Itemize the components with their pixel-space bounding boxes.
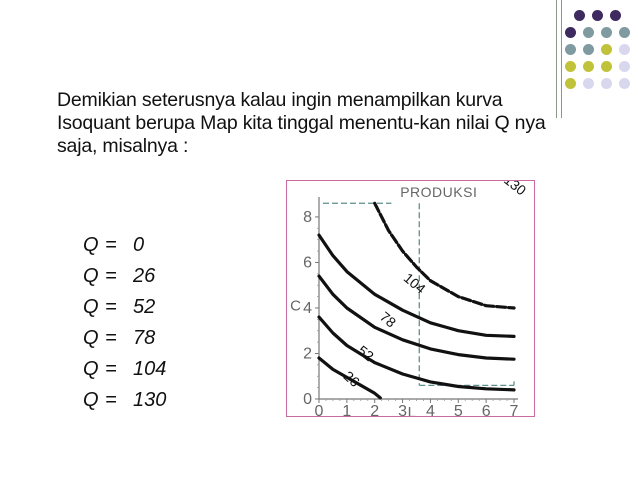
q-var: Q [83, 296, 99, 318]
q-value: 104 [133, 358, 167, 380]
q-var: Q [83, 389, 99, 411]
x-axis-label: L [407, 404, 416, 416]
curve-label-52: 52 [354, 342, 377, 365]
x-tick-label: 5 [453, 403, 463, 416]
y-tick-label: 4 [303, 299, 312, 317]
q-eq: = [105, 265, 117, 287]
x-tick-label: 3 [398, 403, 408, 416]
decor-dot [601, 61, 612, 72]
decor-dot [565, 78, 576, 89]
curve-label-78: 78 [376, 308, 400, 331]
q-eq: = [105, 358, 117, 380]
x-tick-label: 4 [425, 403, 435, 416]
chart-svg [287, 181, 534, 416]
curve-label-130: 130 [501, 181, 530, 199]
q-value: 130 [133, 389, 167, 411]
q-eq: = [105, 296, 117, 318]
decor-dot [583, 27, 594, 38]
decor-dot [574, 10, 585, 21]
q-var: Q [83, 234, 99, 256]
x-tick-label: 7 [509, 403, 519, 416]
decor-dot [565, 61, 576, 72]
x-tick-label: 0 [314, 403, 324, 416]
decor-dot [601, 27, 612, 38]
decor-dot [619, 27, 630, 38]
q-eq: = [105, 327, 117, 349]
q-var: Q [83, 265, 99, 287]
q-var: Q [83, 358, 99, 380]
decor-dot [619, 61, 630, 72]
x-tick-label: 2 [370, 403, 380, 416]
q-list-item [83, 261, 166, 292]
decor-dot [565, 44, 576, 55]
decor-dot [583, 61, 594, 72]
q-list-item [83, 385, 166, 416]
q-value: 52 [133, 296, 156, 318]
decor-dot [583, 78, 594, 89]
q-eq: = [105, 389, 117, 411]
isoquant-curve-130 [375, 203, 514, 308]
slide-text: Demikian seterusnya kalau ingin menampilkan kurva Isoquant berupa Map kita tinggal menentu-kan nilai Q nya saja, misalnya : [57, 89, 546, 157]
q-value: 78 [133, 327, 156, 349]
curve-label-104: 104 [400, 269, 429, 297]
chart-plot [290, 181, 529, 416]
q-value: 26 [133, 265, 156, 287]
decor-dot [619, 78, 630, 89]
y-tick-label: 6 [303, 254, 312, 272]
decor-dot [565, 27, 576, 38]
y-axis-label: C [290, 297, 301, 315]
x-tick-label: 1 [342, 403, 352, 416]
q-list-item [83, 292, 166, 323]
decor-dot [583, 44, 594, 55]
q-list-item [83, 230, 166, 261]
decor-dot [601, 78, 612, 89]
q-value-list [83, 230, 166, 416]
x-tick-label: 6 [481, 403, 491, 416]
q-value: 0 [133, 234, 145, 256]
decor-dot [601, 44, 612, 55]
decor-dot [619, 44, 630, 55]
chart-title: PRODUKSI [400, 184, 478, 200]
decor-dot [592, 10, 603, 21]
decor-dot [610, 10, 621, 21]
q-eq: = [105, 234, 117, 256]
y-tick-label: 2 [303, 345, 312, 363]
q-var: Q [83, 327, 99, 349]
isoquant-chart [286, 180, 535, 417]
q-list-item [83, 323, 166, 354]
y-tick-label: 8 [303, 208, 312, 226]
q-list-item [83, 354, 166, 385]
y-tick-label: 0 [303, 391, 312, 408]
decorative-dot-grid [565, 10, 635, 98]
curve-label-26: 26 [340, 367, 363, 391]
